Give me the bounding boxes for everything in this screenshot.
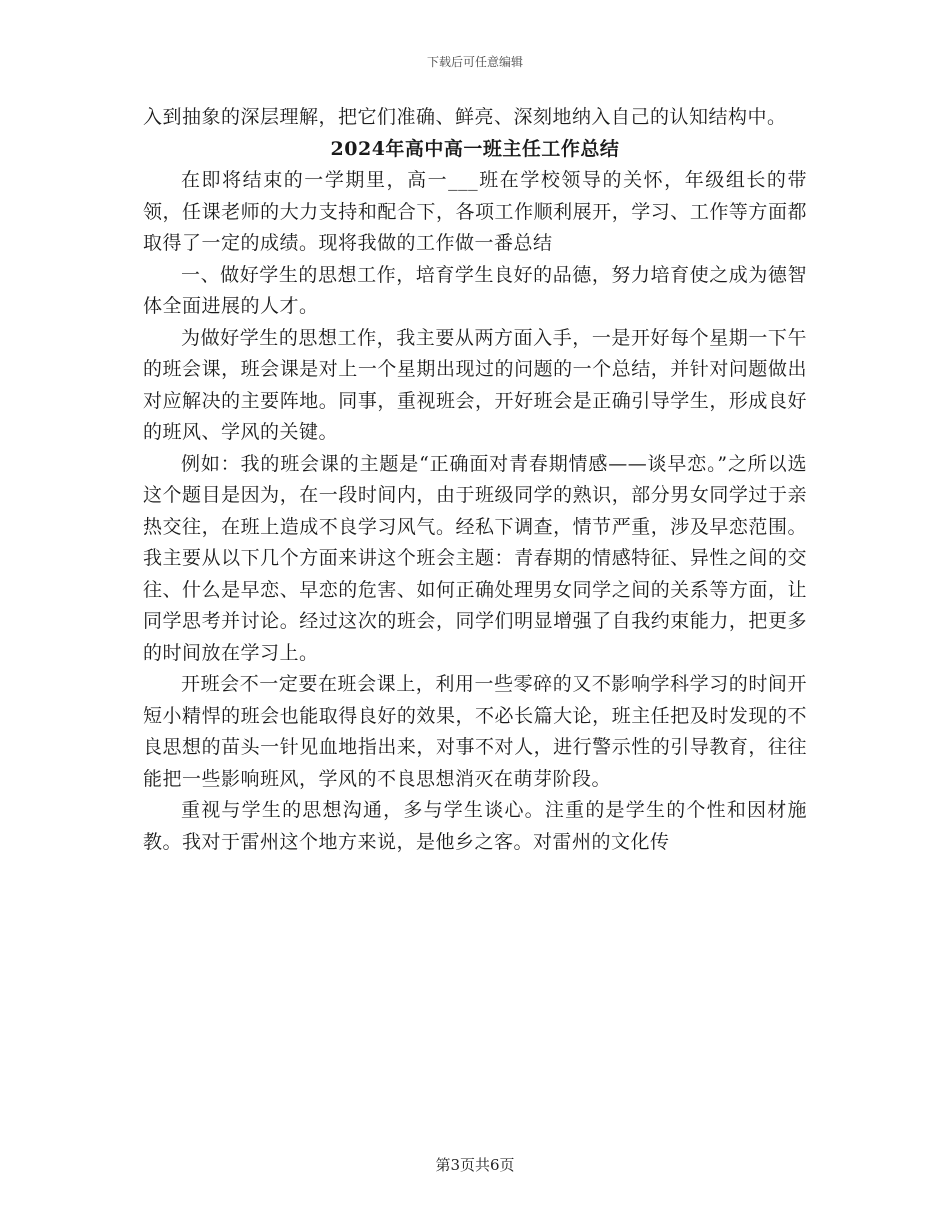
page-header: 下载后可任意编辑	[426, 55, 523, 69]
paragraph: 例如：我的班会课的主题是“正确面对青春期情感——谈早恋。”之所以选这个题目是因为，在一段时间内，由于班级同学的熟识，部分男女同学过于亲热交往，在班上造成不良学习风气。经私下调查，情节严重，涉及早恋范围。我主要从以下几个方面来讲这个班会主题：青春期的情感特征、异性之间的交往、什么是早恋、早恋的危害、如何正确处理男女同学之间的关系等方面，让同学思考并讨论。经过这次的班会，同学们明显增强了自我约束能力，把更多的时间放在学习上。	[143, 452, 807, 664]
intro-paragraph: 入到抽象的深层理解，把它们准确、鲜亮、深刻地纳入自己的认知结构中。	[143, 106, 787, 128]
document-body	[143, 102, 807, 858]
paragraph: 一、做好学生的思想工作，培育学生良好的品德，努力培育使之成为德智体全面进展的人才。	[143, 263, 807, 317]
paragraph: 在即将结束的一学期里，高一___班在学校领导的关怀，年级组长的带领，任课老师的大力支持和配合下，各项工作顺利展开，学习、工作等方面都取得了一定的成绩。现将我做的工作做一番总结	[143, 169, 807, 254]
paragraph: 为做好学生的思想工作，我主要从两方面入手，一是开好每个星期一下午的班会课，班会课是对上一个星期出现过的问题的一个总结，并针对问题做出对应解决的主要阵地。同事，重视班会，开好班会是正确引导学生，形成良好的班风、学风的关键。	[143, 326, 807, 443]
page-number: 第3页共6页	[435, 1156, 515, 1174]
document-title: 2024年高中高一班主任工作总结	[330, 137, 620, 160]
paragraph: 重视与学生的思想沟通，多与学生谈心。注重的是学生的个性和因材施教。我对于雷州这个地方来说，是他乡之客。对雷州的文化传	[143, 799, 807, 853]
paragraph: 开班会不一定要在班会课上，利用一些零碎的又不影响学科学习的时间开短小精悍的班会也能取得良好的效果，不必长篇大论，班主任把及时发现的不良思想的苗头一针见血地指出来，对事不对人，进行警示性的引导教育，往往能把一些影响班风，学风的不良思想消灭在萌芽阶段。	[143, 673, 807, 790]
